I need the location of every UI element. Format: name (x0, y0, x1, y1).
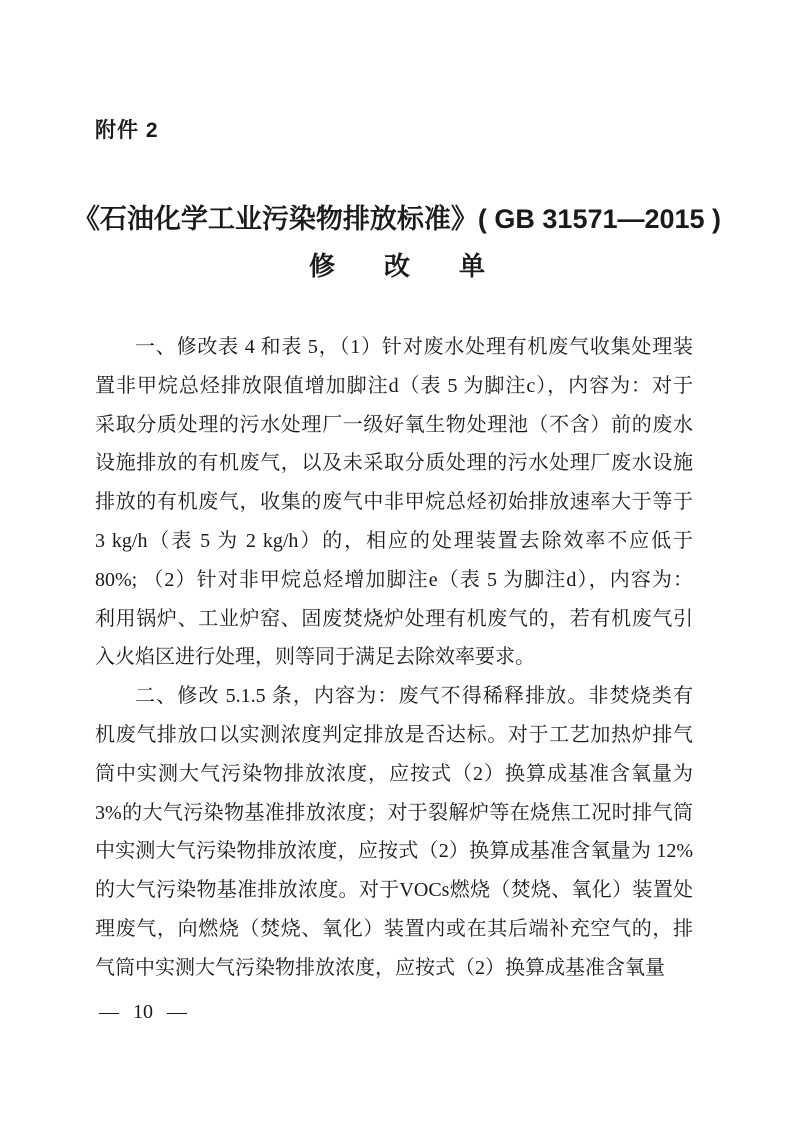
footer-dash-left: — (99, 1001, 119, 1023)
paragraph-2 (95, 677, 693, 987)
paragraph-line: 理废气，向燃烧（焚烧、氧化）装置内或在其后端补充空气的，排 (95, 917, 693, 940)
paragraph-line: 的大气污染物基准排放浓度。对于VOCs燃烧（焚烧、氧化）装置处 (95, 879, 693, 902)
document-subtitle (0, 251, 794, 281)
subtitle-char: 修 (308, 251, 335, 281)
paragraph-line: 采取分质处理的污水处理厂一级好氧生物处理池（不含）前的废水 (95, 413, 693, 436)
paragraph-1 (95, 328, 693, 677)
document-body (95, 328, 693, 988)
paragraph-line: 二、修改 5.1.5 条，内容为：废气不得稀释排放。非焚烧类有 (135, 685, 693, 708)
paragraph-line: 置非甲烷总烃排放限值增加脚注d（表 5 为脚注c），内容为：对于 (95, 374, 693, 397)
attachment-label: 附件 2 (95, 119, 159, 142)
paragraph-line: 一、修改表 4 和表 5，（1）针对废水处理有机废气收集处理装 (135, 336, 693, 358)
paragraph-line: 利用锅炉、工业炉窑、固废焚烧炉处理有机废气的，若有机废气引 (95, 607, 693, 630)
page-footer (99, 1000, 187, 1024)
footer-dash-right: — (167, 1001, 187, 1023)
paragraph-line: 设施排放的有机废气，以及未采取分质处理的污水处理厂废水设施 (95, 452, 693, 475)
paragraph-line: 3%的大气污染物基准排放浓度；对于裂解炉等在烧焦工况时排气筒 (95, 801, 693, 824)
paragraph-line: 气筒中实测大气污染物排放浓度，应按式（2）换算成基准含氧量 (95, 956, 665, 979)
paragraph-line: 3 kg/h（表 5 为 2 kg/h）的，相应的处理装置去除效率不应低于 (95, 529, 693, 552)
paragraph-line: 机废气排放口以实测浓度判定排放是否达标。对于工艺加热炉排气 (95, 723, 693, 746)
document-title: 《石油化学工业污染物排放标准》( GB 31571—2015 ) (72, 204, 722, 234)
paragraph-line: 排放的有机废气，收集的废气中非甲烷总烃初始排放速率大于等于 (95, 491, 693, 514)
subtitle-char: 改 (383, 251, 410, 281)
paragraph-line: 80%; （2）针对非甲烷总烃增加脚注e（表 5 为脚注d），内容为： (95, 568, 693, 591)
paragraph-line: 筒中实测大气污染物排放浓度，应按式（2）换算成基准含氧量为 (95, 762, 693, 785)
subtitle-char: 单 (459, 251, 486, 281)
page-number: 10 (133, 1001, 153, 1023)
paragraph-line: 中实测大气污染物排放浓度，应按式（2）换算成基准含氧量为 12% (95, 840, 693, 863)
paragraph-line: 入火焰区进行处理，则等同于满足去除效率要求。 (95, 646, 535, 669)
